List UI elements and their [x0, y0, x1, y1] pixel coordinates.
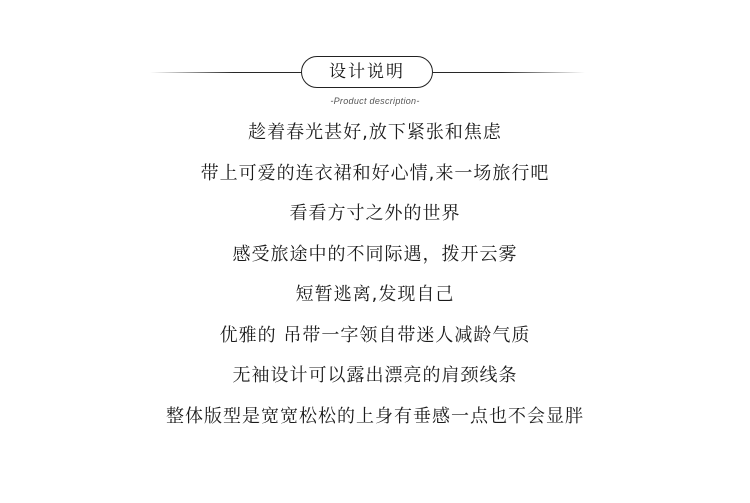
- description-line: 优雅的 吊带一字领自带迷人减龄气质: [219, 324, 531, 346]
- description-line: 整体版型是宽宽松松的上身有垂感一点也不会显胖: [166, 405, 584, 427]
- header-divider-right: [433, 72, 585, 73]
- header-divider-left: [150, 72, 302, 73]
- description-line: 短暂逃离,发现自己: [295, 284, 455, 305]
- description-line: 趁着春光甚好,放下紧张和焦虑: [248, 122, 502, 143]
- section-title: 设计说明: [329, 61, 405, 82]
- description-line: 看看方寸之外的世界: [289, 203, 461, 224]
- section-subtitle: -Product description-: [330, 96, 420, 106]
- description-text-block: [0, 113, 750, 437]
- section-header: [0, 52, 750, 100]
- description-line: 带上可爱的连衣裙和好心情,来一场旅行吧: [200, 162, 550, 184]
- title-badge: [301, 56, 433, 88]
- description-line: 无袖设计可以露出漂亮的肩颈线条: [232, 365, 518, 386]
- description-line: 感受旅途中的不同际遇，拨开云雾: [232, 243, 518, 265]
